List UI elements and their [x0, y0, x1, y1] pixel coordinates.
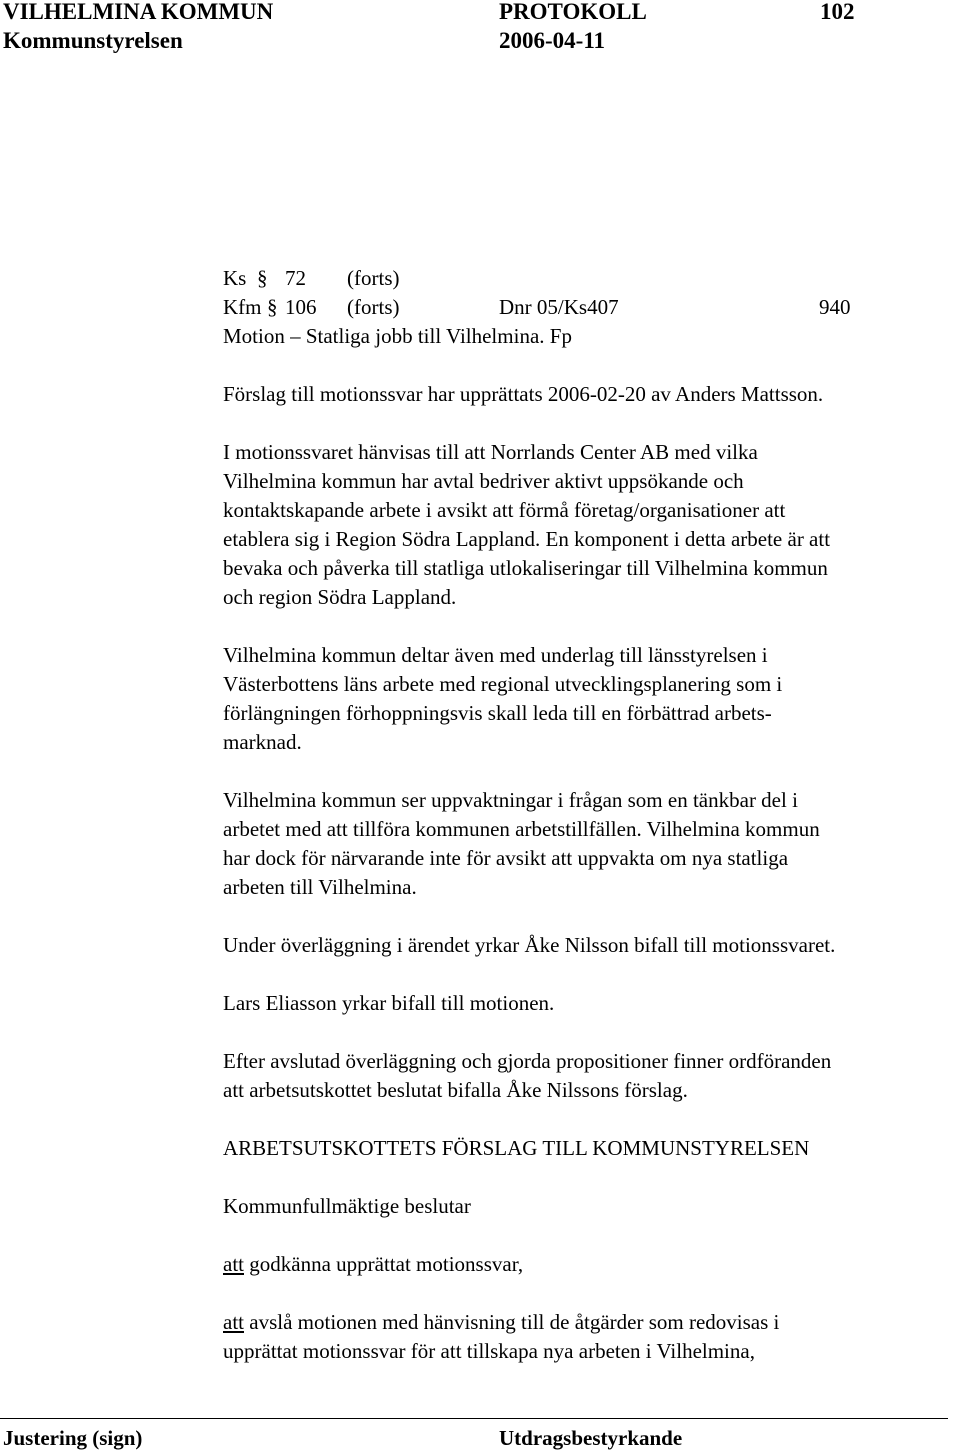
section-sign: §	[267, 295, 278, 319]
paragraph-line: förlängningen förhoppningsvis skall leda till en förbättrad arbets-	[223, 701, 772, 725]
committee-name: Kommunstyrelsen	[3, 28, 183, 53]
decision-item-1: att godkänna upprättat motionssvar,	[223, 1252, 524, 1276]
page-number: 102	[820, 0, 855, 24]
paragraph-line: Lars Eliasson yrkar bifall till motionen.	[223, 991, 555, 1015]
paragraph-line: Förslag till motionssvar har upprättats 2006-02-20 av Anders Mattsson.	[223, 382, 824, 406]
paragraph-line: Vilhelmina kommun har avtal bedriver aktivt uppsökande och	[223, 469, 744, 493]
meeting-date: 2006-04-11	[499, 28, 606, 53]
case-title: Motion – Statliga jobb till Vilhelmina. Fp	[223, 324, 572, 348]
decision-item-2-cont: upprättat motionssvar för att tillskapa nya arbeten i Vilhelmina,	[223, 1339, 755, 1363]
paragraph-line: arbetet med att tillföra kommunen arbetstillfällen. Vilhelmina kommun	[223, 817, 820, 841]
paragraph-line: marknad.	[223, 730, 302, 754]
decision-item-2: att avslå motionen med hänvisning till de åtgärder som redovisas i	[223, 1310, 780, 1334]
paragraph-line: och region Södra Lappland.	[223, 585, 457, 609]
paragraph-line: bevaka och påverka till statliga utlokaliseringar till Vilhelmina kommun	[223, 556, 828, 580]
section-sign: §	[257, 266, 268, 290]
justering-label: Justering (sign)	[3, 1426, 143, 1450]
paragraph-line: att arbetsutskottet beslutat bifalla Åke Nilssons förslag.	[223, 1078, 688, 1102]
document-type: PROTOKOLL	[499, 0, 647, 24]
paragraph-line: har dock för närvarande inte för avsikt att uppvakta om nya statliga	[223, 846, 789, 870]
page-header	[0, 0, 960, 60]
paragraph-line: arbeten till Vilhelmina.	[223, 875, 417, 899]
paragraph-line: kontaktskapande arbete i avsikt att förmå företag/organisationer att	[223, 498, 786, 522]
paragraph-line: Västerbottens läns arbete med regional utvecklingsplanering som i	[223, 672, 783, 696]
utdrag-label: Utdragsbestyrkande	[499, 1426, 683, 1450]
paragraph-line: Efter avslutad överläggning och gjorda propositioner finner ordföranden	[223, 1049, 832, 1073]
paragraph-line: etablera sig i Region Södra Lappland. En komponent i detta arbete är att	[223, 527, 831, 551]
att-keyword: att	[223, 1310, 244, 1334]
paragraph-line: Vilhelmina kommun deltar även med underlag till länsstyrelsen i	[223, 643, 768, 667]
municipality-name: VILHELMINA KOMMUN	[3, 0, 274, 24]
footer-divider	[0, 1418, 948, 1419]
paragraph-line: I motionssvaret hänvisas till att Norrlands Center AB med vilka	[223, 440, 758, 464]
archive-code: 940	[819, 295, 851, 319]
protocol-body	[223, 264, 960, 1366]
att-keyword: att	[223, 1252, 244, 1276]
diary-number: Dnr 05/Ks407	[499, 295, 619, 319]
case-ref-ks: Ks § 72 (forts)	[223, 264, 960, 293]
proposal-heading: ARBETSUTSKOTTETS FÖRSLAG TILL KOMMUNSTYRELSEN	[223, 1136, 810, 1160]
paragraph-line: Under överläggning i ärendet yrkar Åke Nilsson bifall till motionssvaret.	[223, 933, 836, 957]
paragraph-line: Vilhelmina kommun ser uppvaktningar i frågan som en tänkbar del i	[223, 788, 798, 812]
decision-intro: Kommunfullmäktige beslutar	[223, 1194, 471, 1218]
case-ref-kfm: Kfm § 106 (forts) Dnr 05/Ks407 940	[223, 293, 960, 322]
